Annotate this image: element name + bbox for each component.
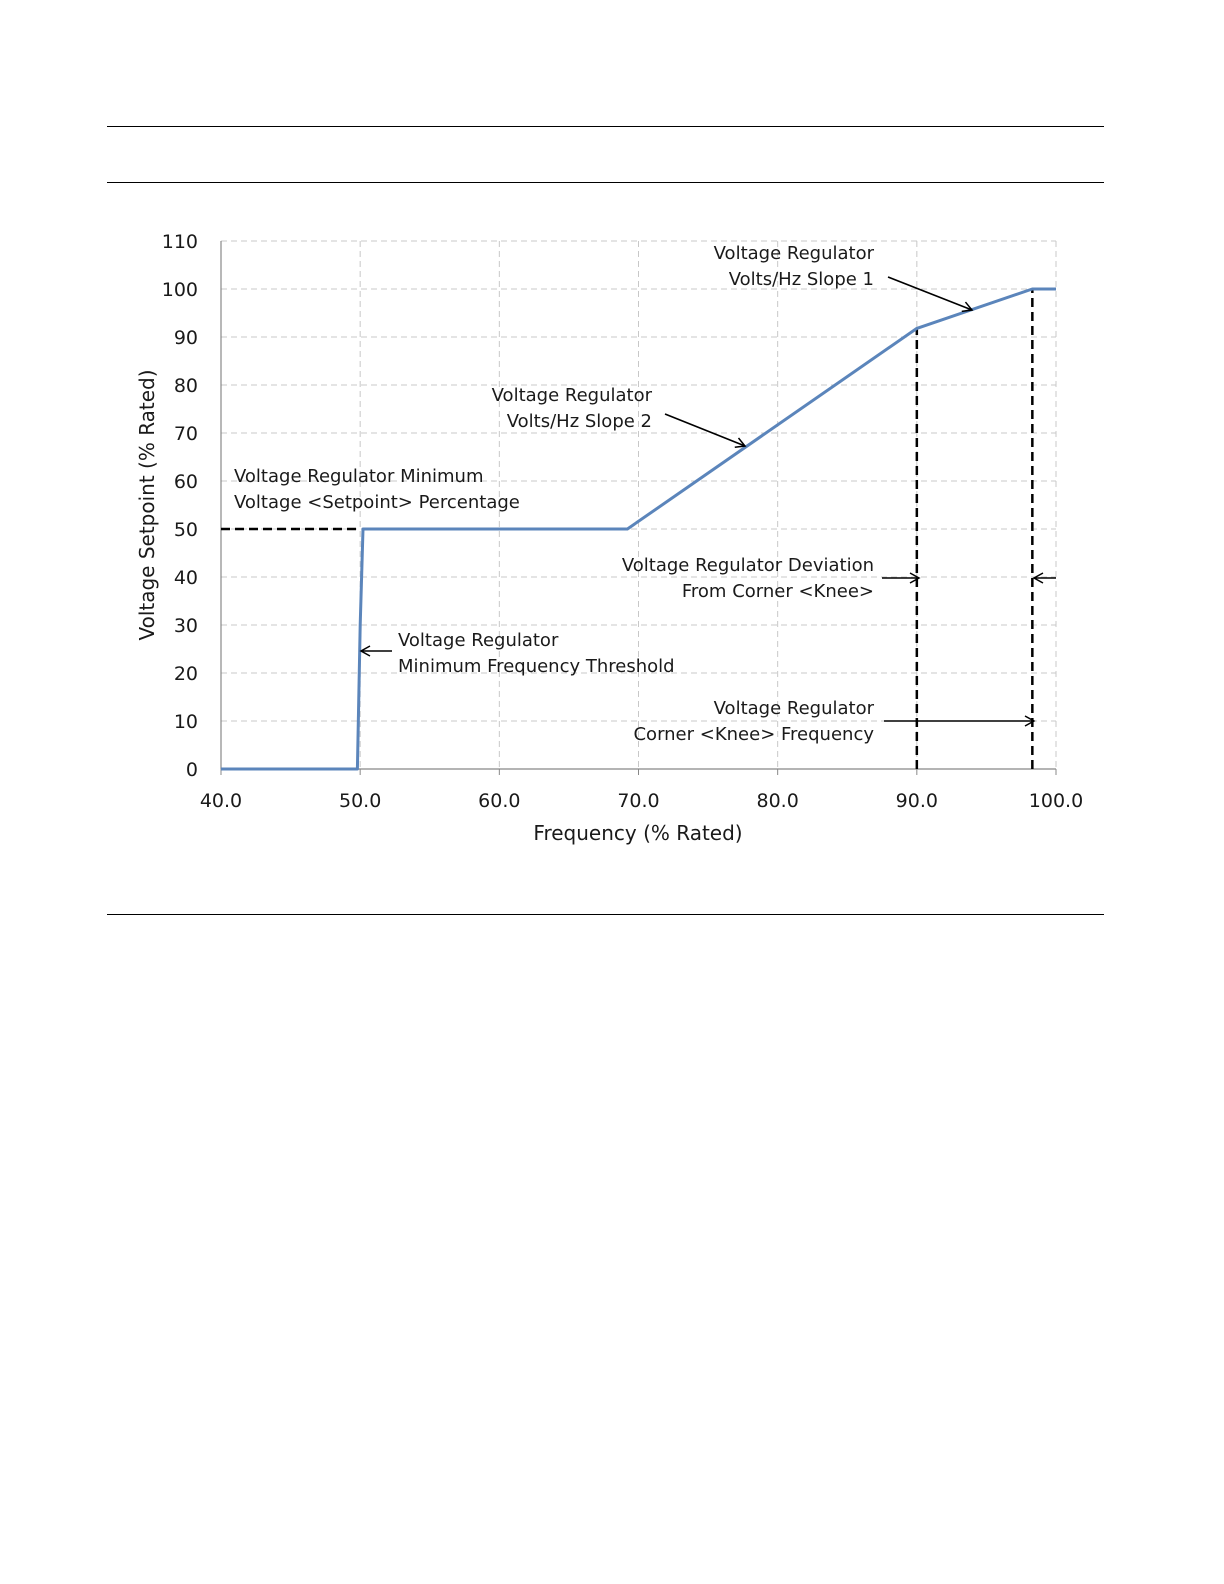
y-tick-label: 0	[185, 759, 198, 781]
annotation-label: Minimum Frequency Threshold	[398, 656, 675, 677]
y-tick-label: 110	[161, 231, 198, 253]
y-tick-label: 10	[173, 711, 198, 733]
x-tick-label: 60.0	[478, 790, 521, 812]
y-tick-label: 20	[173, 663, 198, 685]
x-tick-label: 80.0	[756, 790, 799, 812]
x-tick-label: 40.0	[199, 790, 243, 812]
annotation-label: Volts/Hz Slope 2	[506, 411, 652, 432]
x-axis-title: Frequency (% Rated)	[533, 821, 743, 845]
annotation-arrow	[888, 277, 972, 310]
y-tick-label: 40	[173, 567, 198, 589]
annotation-label: Voltage Regulator	[713, 698, 874, 719]
annotation-label: Corner <Knee> Frequency	[633, 724, 874, 745]
y-tick-label: 80	[173, 375, 198, 397]
annotation-label: Voltage Regulator	[713, 243, 874, 264]
y-tick-label: 50	[173, 519, 198, 541]
x-tick-label: 90.0	[895, 790, 938, 812]
annotation-arrow	[665, 414, 745, 446]
annotation-label: Voltage <Setpoint> Percentage	[234, 492, 520, 513]
x-tick-label: 70.0	[617, 790, 660, 812]
x-tick-label: 100.0	[1028, 790, 1084, 812]
y-tick-label: 90	[173, 327, 198, 349]
y-tick-label: 100	[161, 279, 198, 301]
annotation-label: Voltage Regulator	[398, 630, 559, 651]
x-tick-label: 50.0	[339, 790, 382, 812]
y-tick-label: 70	[173, 423, 198, 445]
annotation-label: Voltage Regulator Deviation	[621, 555, 874, 576]
annotation-label: Volts/Hz Slope 1	[728, 269, 874, 290]
annotations	[234, 243, 1056, 745]
annotation-label: From Corner <Knee>	[681, 581, 874, 602]
annotation-label: Voltage Regulator Minimum	[234, 466, 484, 487]
annotation-label: Voltage Regulator	[491, 385, 652, 406]
y-tick-label: 30	[173, 615, 198, 637]
footer-rule	[107, 914, 1104, 915]
y-axis-title: Voltage Setpoint (% Rated)	[135, 369, 159, 641]
y-tick-label: 60	[173, 471, 198, 493]
